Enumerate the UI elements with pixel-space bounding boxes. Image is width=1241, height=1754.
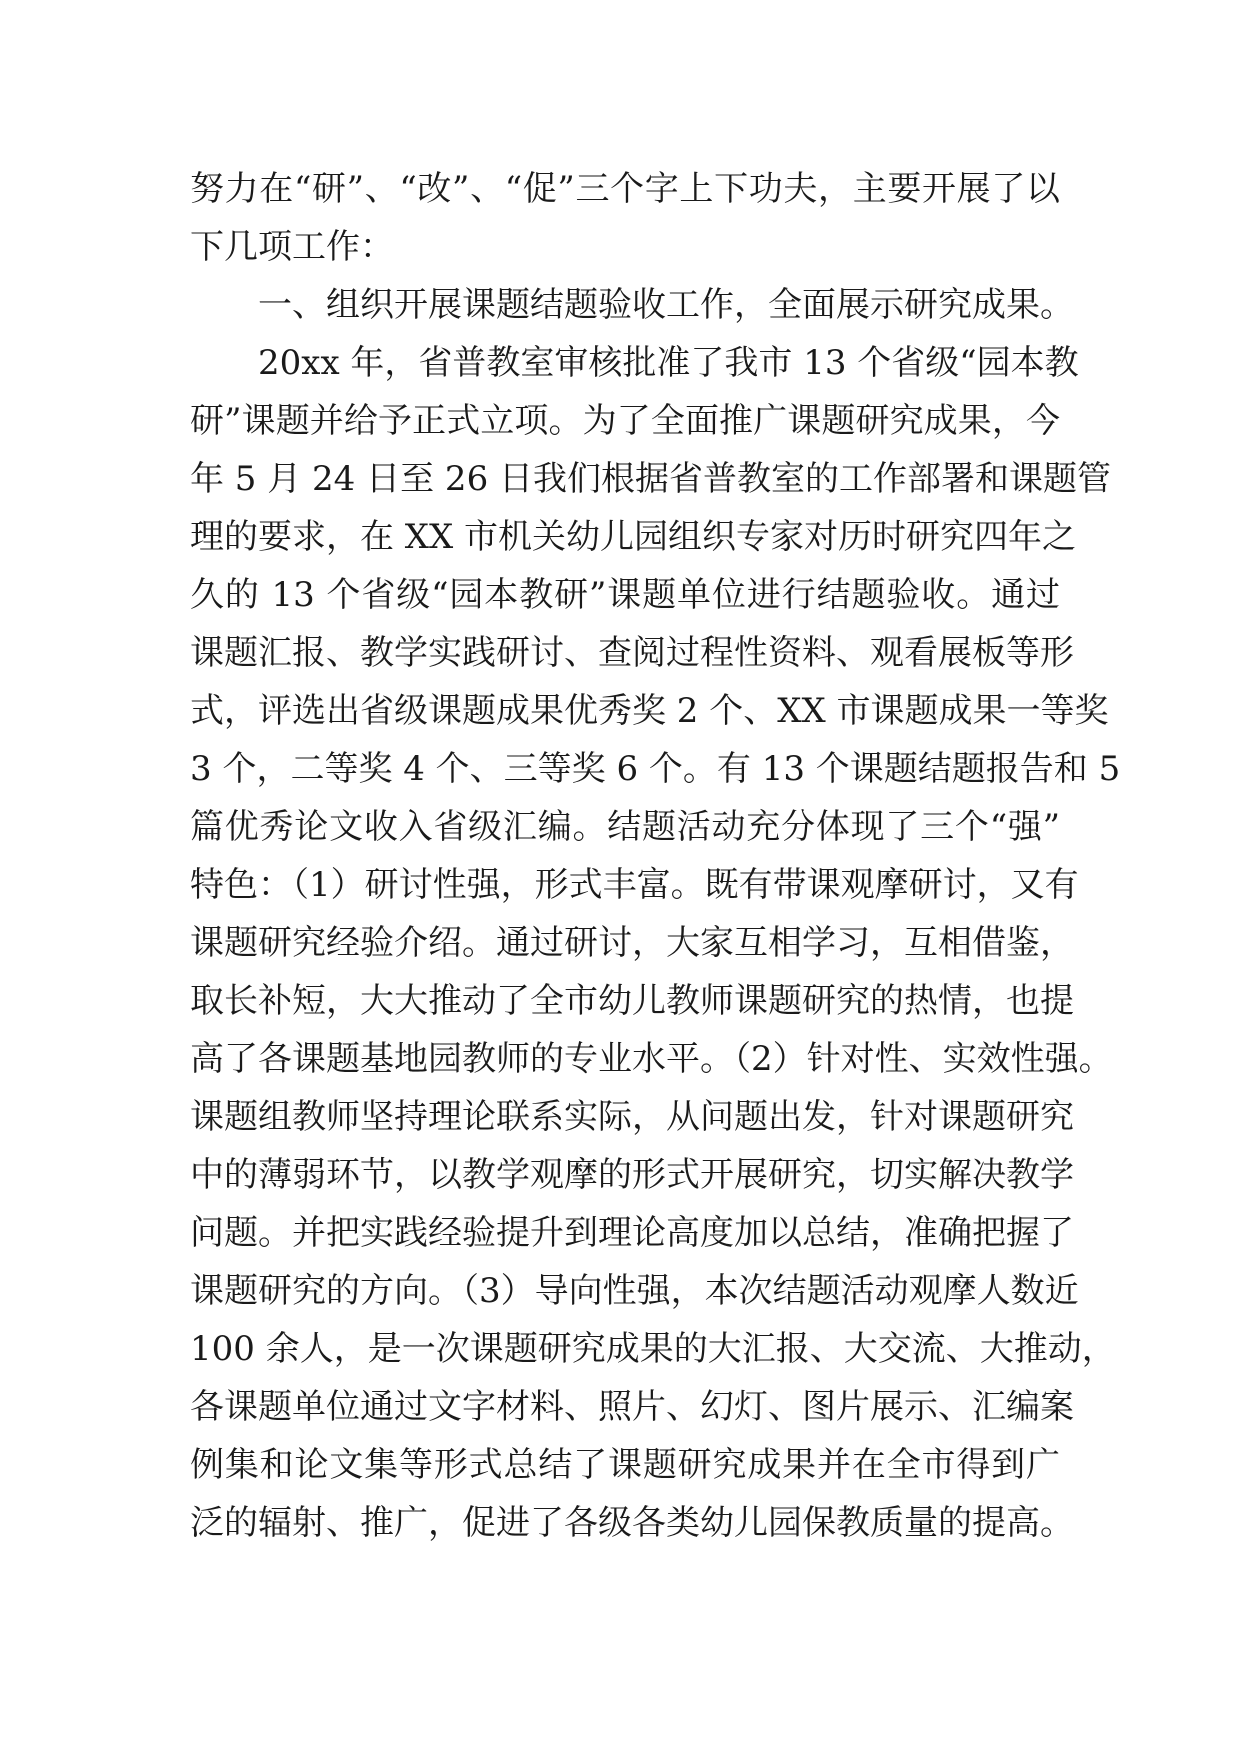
text-line: 各课题单位通过文字材料、照片、幻灯、图片展示、汇编案 (190, 1387, 1074, 1427)
text-line: 中的薄弱环节，以教学观摩的形式开展研究，切实解决教学 (190, 1155, 1074, 1195)
text-line: 课题研究的方向。（3）导向性强，本次结题活动观摩人数近 (190, 1271, 1079, 1311)
text-line: 式，评选出省级课题成果优秀奖 2 个、XX 市课题成果一等奖 (190, 691, 1109, 731)
text-line: 篇优秀论文收入省级汇编。结题活动充分体现了三个“强” (190, 807, 1060, 847)
text-line: 100 余人，是一次课题研究成果的大汇报、大交流、大推动， (190, 1329, 1116, 1369)
text-line: 理的要求，在 XX 市机关幼儿园组织专家对历时研究四年之 (190, 517, 1077, 557)
text-line: 课题汇报、教学实践研讨、查阅过程性资料、观看展板等形 (190, 633, 1074, 673)
text-line: 久的 13 个省级“园本教研”课题单位进行结题验收。通过 (190, 575, 1060, 615)
text-line: 研”课题并给予正式立项。为了全面推广课题研究成果，今 (190, 401, 1060, 441)
text-line: 3 个，二等奖 4 个、三等奖 6 个。有 13 个课题结题报告和 5 (190, 749, 1121, 789)
text-line: 例集和论文集等形式总结了课题研究成果并在全市得到广 (190, 1445, 1060, 1485)
text-line: 年 5 月 24 日至 26 日我们根据省普教室的工作部署和课题管 (190, 459, 1112, 499)
text-line: 努力在“研”、“改”、“促”三个字上下功夫，主要开展了以 (190, 169, 1060, 209)
text-line: 高了各课题基地园教师的专业水平。（2）针对性、实效性强。 (190, 1039, 1113, 1079)
text-line: 特色：（1）研讨性强，形式丰富。既有带课观摩研讨，又有 (190, 865, 1079, 905)
section-heading: 一、组织开展课题结题验收工作，全面展示研究成果。 (258, 285, 1074, 325)
text-line: 取长补短，大大推动了全市幼儿教师课题研究的热情，也提 (190, 981, 1074, 1021)
text-line: 课题组教师坚持理论联系实际，从问题出发，针对课题研究 (190, 1097, 1074, 1137)
body-text (190, 160, 1121, 1552)
text-line: 泛的辐射、推广，促进了各级各类幼儿园保教质量的提高。 (190, 1503, 1074, 1543)
text-line: 20xx 年，省普教室审核批准了我市 13 个省级“园本教 (258, 343, 1079, 383)
text-line: 下几项工作： (190, 227, 394, 267)
text-line: 问题。并把实践经验提升到理论高度加以总结，准确把握了 (190, 1213, 1074, 1253)
text-line: 课题研究经验介绍。通过研讨，大家互相学习，互相借鉴， (190, 923, 1074, 963)
